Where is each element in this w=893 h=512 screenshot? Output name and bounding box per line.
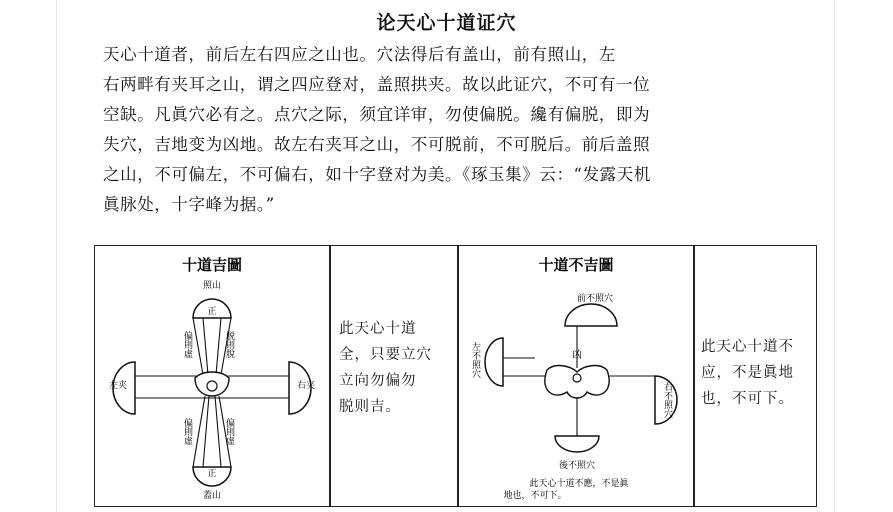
lair-point — [573, 374, 581, 382]
text-line: 之山，不可偏左，不可偏右，如十字登对为美。《琢玉集》云：“发露天机 — [103, 165, 651, 184]
front-mountain-shape — [565, 304, 617, 326]
left-label: 左不照穴 — [470, 342, 480, 378]
caption-line: 此天心十道 — [339, 321, 417, 337]
back-inner-label: 正 — [207, 469, 217, 479]
upper-left-label: 偏則虛 — [182, 331, 192, 358]
text-line: 眞脉处，十字峰为据。” — [103, 195, 275, 214]
text-line: 失穴，吉地变为凶地。故左右夹耳之山，不可脱前，不可脱后。前后盖照 — [103, 135, 651, 154]
right-mountain-label: 右夹 — [297, 381, 316, 391]
figure-divider — [693, 246, 695, 506]
text-line: 空缺。凡眞穴必有之。点穴之际，须宜详审，勿使偏脱。纔有偏脱，即为 — [103, 105, 651, 124]
body-paragraph — [103, 40, 803, 220]
back-mountain-shape — [555, 436, 599, 452]
text-line: 天心十道者，前后左右四应之山也。穴法得后有盖山，前有照山，左 — [103, 45, 616, 64]
front-label: 前不照穴 — [576, 294, 614, 304]
left-mountain-shape — [485, 338, 503, 386]
page-title: 论天心十道证穴 — [376, 12, 517, 34]
upper-right-label: 脱則脫 — [224, 331, 234, 358]
caption-line: 应，不是眞地 — [701, 365, 794, 381]
back-mountain-label: 蓋山 — [202, 491, 222, 501]
front-inner-label: 正 — [207, 307, 217, 317]
inauspicious-diagram — [459, 246, 693, 506]
lower-right-label: 偏則虛 — [224, 418, 234, 445]
figure-divider — [329, 246, 331, 506]
auspicious-diagram — [95, 246, 329, 506]
caption-line: 也，不可下。 — [701, 391, 794, 407]
bottom-note-line2: 地也，不可下。 — [503, 491, 567, 501]
caption-line: 全，只要立穴 — [339, 347, 432, 363]
right-label: 右不照穴 — [662, 382, 672, 418]
lower-left-label: 偏則虛 — [182, 418, 192, 445]
diagram-title: 十道吉圖 — [181, 256, 243, 274]
caption-inauspicious — [701, 334, 794, 412]
right-margin-line — [834, 0, 835, 512]
left-mountain-label: 左夹 — [109, 381, 128, 391]
bottom-note-line1: 此天心十道不應，不是眞 — [529, 479, 629, 489]
caption-auspicious — [339, 316, 432, 420]
lair-point — [207, 381, 217, 391]
caption-line: 立向勿偏勿 — [339, 373, 417, 389]
diagram-title: 十道不吉圖 — [538, 256, 614, 274]
figure-box — [94, 245, 817, 507]
caption-line: 此天心十道不 — [701, 339, 794, 355]
center-label: 凶 — [572, 350, 582, 361]
back-label: 後不照穴 — [558, 461, 596, 471]
front-mountain-label: 照山 — [202, 281, 222, 291]
text-line: 右两畔有夹耳之山，谓之四应登对，盖照拱夹。故以此证穴，不可有一位 — [103, 75, 651, 94]
left-margin-line — [56, 0, 57, 512]
caption-line: 脱则吉。 — [339, 399, 401, 415]
